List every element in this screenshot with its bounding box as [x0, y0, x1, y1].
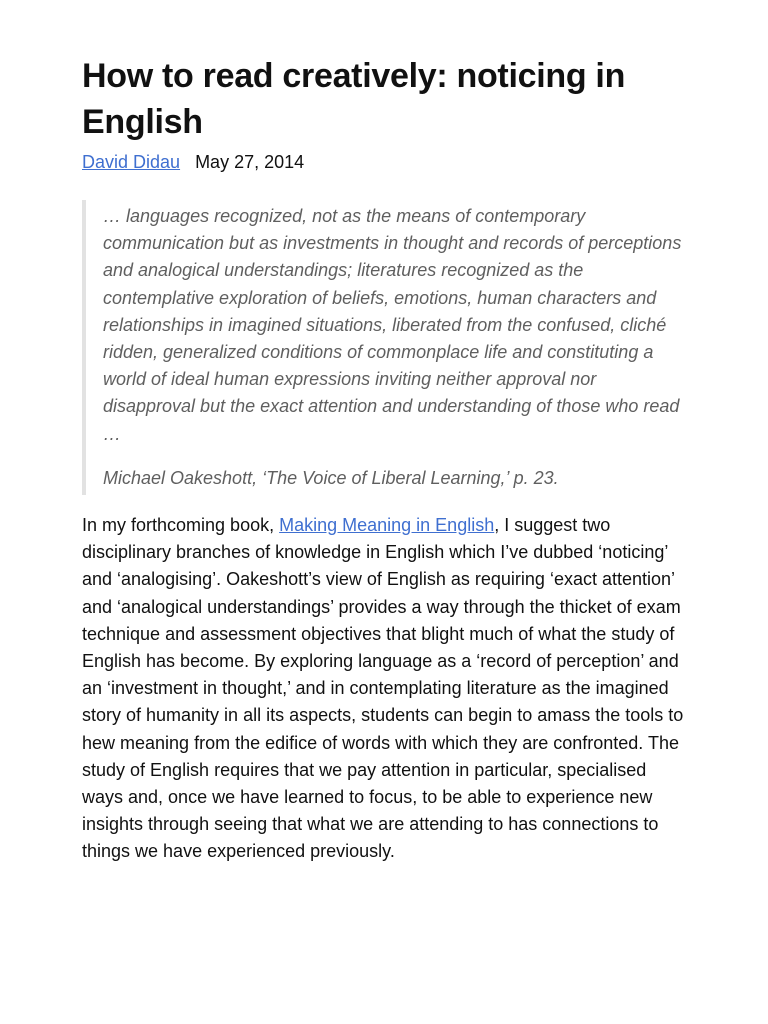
- article-title: How to read creatively: noticing in English: [82, 57, 626, 141]
- book-link[interactable]: Making Meaning in English: [279, 515, 495, 535]
- paragraph-intro: In my forthcoming book,: [82, 515, 280, 535]
- byline: [82, 150, 304, 174]
- author-link[interactable]: David Didau: [82, 152, 181, 172]
- paragraph-body: , I suggest two disciplinary branches of knowledge in English which I’ve dubbed ‘noticing’ and ‘analogising’. Oakeshott’s view of English as requiring ‘exact attention’ and ‘analogical understandings’ provides a way through the thicket of exam technique and assessment objectives that blight much of what the study of English has become. By exploring language as a ‘record of perception’ and an ‘investment in thought,’ and in contemplating literature as the imagined story of humanity in all its aspects, students can begin to amass the tools to hew meaning from the edifice of words with which they are confronted. The study of English requires that we pay attention in particular, specialised ways and, once we have learned to focus, to be able to experience new insights through seeing that what we are attending to has connections to things we have experienced previously.: [82, 515, 684, 862]
- quote-citation: Michael Oakeshott, ‘The Voice of Liberal Learning,’ p. 23.: [103, 467, 559, 488]
- epigraph-quote: [82, 200, 682, 495]
- quote-text: … languages recognized, not as the means of contemporary communication but as investments in thought and records of perceptions and analogical understandings; literatures recognized as the contemplative exploration of beliefs, emotions, human characters and relationships in imagined situations, liberated from the confused, cliché ridden, generalized conditions of commonplace life and constituting a world of ideal human expressions inviting neither approval nor disapproval but the exact attention and understanding of those who read …: [103, 206, 682, 444]
- body-paragraph: [82, 512, 687, 866]
- publish-date: May 27, 2014: [195, 152, 305, 172]
